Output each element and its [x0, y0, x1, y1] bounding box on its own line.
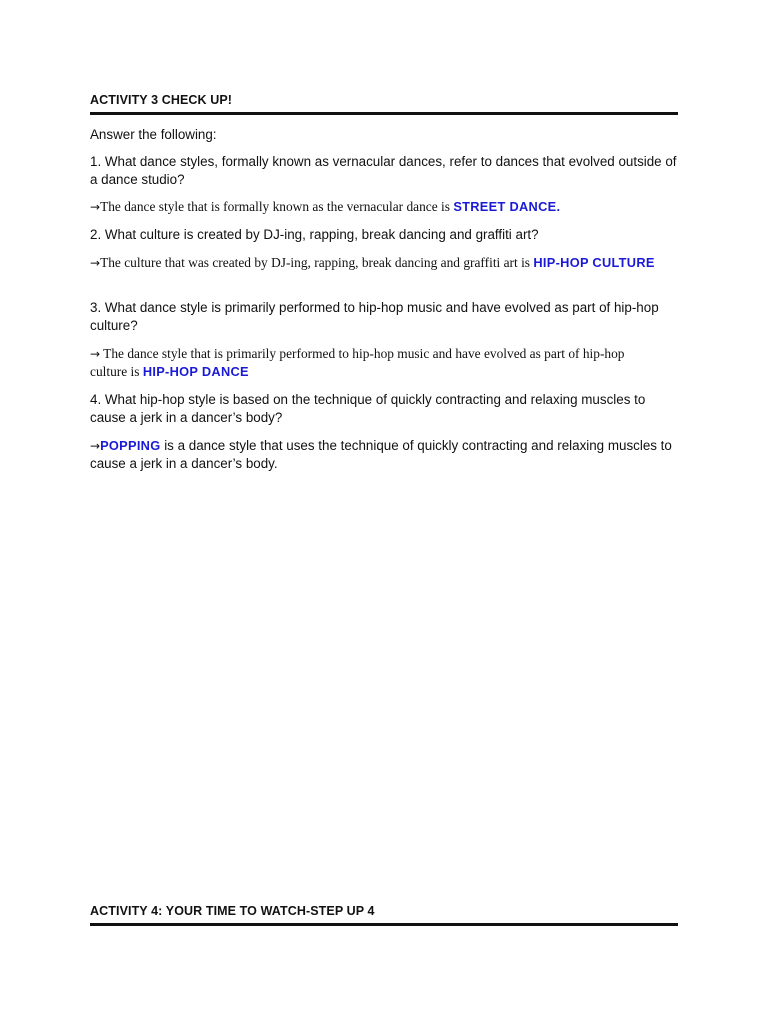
question-1: 1. What dance styles, formally known as vernacular dances, refer to dances that evolved outside of a dance studio? — [90, 154, 677, 187]
answer-2 — [90, 254, 680, 272]
answer-1 — [90, 198, 680, 216]
question-3: 3. What dance style is primarily performed to hip-hop music and have evolved as part of hip-hop culture? — [90, 300, 659, 333]
question-4: 4. What hip-hop style is based on the technique of quickly contracting and relaxing muscles to cause a jerk in a dancer’s body? — [90, 392, 646, 425]
answer-4-highlight: POPPING — [100, 438, 161, 453]
answer-1-highlight: STREET DANCE. — [453, 199, 561, 214]
arrow-icon: → — [90, 347, 101, 361]
answer-1-text: The dance style that is formally known as the vernacular dance is — [100, 199, 454, 214]
activity-3-heading: ACTIVITY 3 CHECK UP! — [90, 93, 678, 115]
arrow-icon: → — [90, 439, 101, 453]
answer-3-text: The dance style that is primarily performed to hip-hop music and have evolved as part of hip-hop culture is — [90, 346, 625, 379]
arrow-icon: → — [90, 200, 101, 214]
answer-3 — [90, 345, 650, 381]
question-2: 2. What culture is created by DJ-ing, rapping, break dancing and graffiti art? — [90, 227, 539, 242]
answer-2-text: The culture that was created by DJ-ing, rapping, break dancing and graffiti art is — [100, 255, 534, 270]
activity-4-heading: ACTIVITY 4: YOUR TIME TO WATCH-STEP UP 4 — [90, 904, 678, 926]
answer-4-after: is a dance style that uses the technique of quickly contracting and relaxing muscles to cause a jerk in a dancer’s body. — [90, 438, 672, 471]
arrow-icon: → — [90, 256, 101, 270]
answer-3-highlight: HIP-HOP DANCE — [142, 364, 249, 379]
instruction-text: Answer the following: — [90, 127, 217, 142]
answer-4 — [90, 437, 680, 473]
answer-2-highlight: HIP-HOP CULTURE — [533, 255, 655, 270]
